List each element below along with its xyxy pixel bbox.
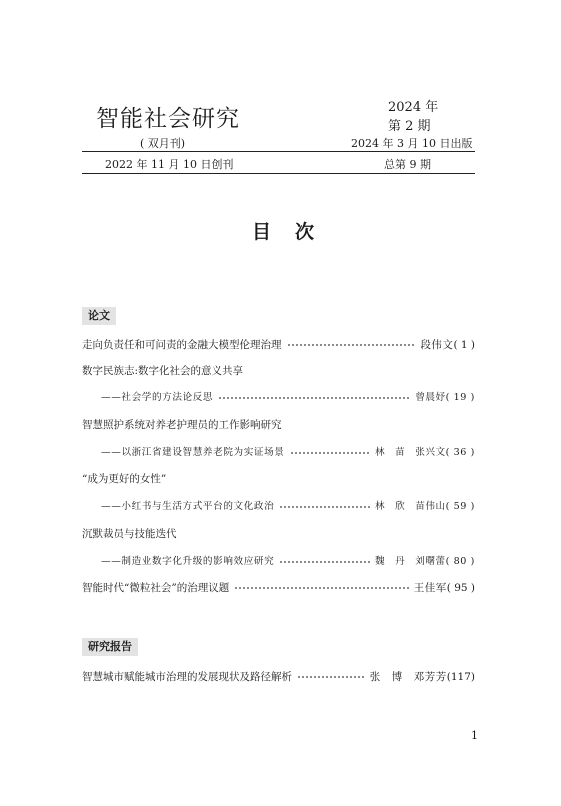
entry-main-title[interactable]: “成为更好的女性” bbox=[82, 473, 167, 485]
entry-page: ( 80 ) bbox=[445, 556, 475, 567]
leader-dots bbox=[279, 561, 370, 563]
entry-main-title[interactable]: 沉默裁员与技能迭代 bbox=[82, 528, 177, 540]
publication-year: 2024 年 bbox=[388, 100, 439, 115]
toc-heading bbox=[252, 217, 316, 244]
entry-subtitle: ——以浙江省建设智慧养老院为实证场景 bbox=[101, 447, 285, 458]
entry-subtitle: ——社会学的方法论反思 bbox=[101, 392, 214, 403]
leader-dots bbox=[287, 344, 416, 346]
masthead-rule-bottom bbox=[82, 173, 475, 174]
entry-author: 林 苗 张兴文 bbox=[374, 447, 446, 458]
masthead-rule-top bbox=[82, 151, 475, 152]
page-number: 1 bbox=[471, 729, 478, 742]
entry-page: ( 36 ) bbox=[445, 447, 475, 458]
entry-page: ( 59 ) bbox=[445, 501, 475, 512]
entry-author: 曾晨妤 bbox=[415, 392, 446, 403]
leader-dots bbox=[218, 397, 410, 399]
publication-frequency: ( 双月刊) bbox=[140, 137, 186, 150]
section-label-papers: 论文 bbox=[82, 307, 116, 325]
toc-heading-char-1: 目 bbox=[252, 221, 274, 243]
toc-entry[interactable] bbox=[82, 337, 475, 353]
leader-dots bbox=[234, 587, 409, 589]
toc-entry[interactable] bbox=[101, 554, 475, 570]
leader-dots bbox=[290, 452, 370, 454]
entry-main-title[interactable]: 智慧照护系统对养老护理员的工作影响研究 bbox=[82, 419, 282, 431]
founded-date: 2022 年 11 月 10 日创刊 bbox=[105, 158, 234, 171]
entry-title: 智能时代“微粒社会”的治理议题 bbox=[82, 582, 230, 594]
total-issue: 总第 9 期 bbox=[384, 158, 431, 171]
entry-author: 张 博 邓芳芳 bbox=[369, 671, 447, 683]
entry-author: 段伟文 bbox=[420, 339, 454, 351]
leader-dots bbox=[297, 676, 365, 678]
toc-entry[interactable] bbox=[82, 669, 475, 685]
entry-page: (117) bbox=[446, 671, 475, 683]
entry-author: 王佳军 bbox=[413, 582, 447, 594]
entry-author: 林 欣 苗伟山 bbox=[374, 501, 446, 512]
publish-date: 2024 年 3 月 10 日出版 bbox=[351, 137, 473, 150]
toc-heading-char-2: 次 bbox=[295, 221, 317, 243]
toc-entry[interactable] bbox=[82, 580, 475, 596]
entry-title: 走向负责任和可问责的金融大模型伦理治理 bbox=[82, 339, 282, 351]
entry-subtitle: ——制造业数字化升级的影响效应研究 bbox=[101, 556, 275, 567]
toc-entry[interactable] bbox=[101, 445, 475, 461]
entry-page: ( 19 ) bbox=[445, 392, 475, 403]
entry-page: ( 95 ) bbox=[446, 582, 475, 594]
section-label-research-reports: 研究报告 bbox=[82, 638, 138, 656]
toc-entry[interactable] bbox=[101, 499, 475, 515]
entry-subtitle: ——小红书与生活方式平台的文化政治 bbox=[101, 501, 275, 512]
entry-title: 智慧城市赋能城市治理的发展现状及路径解析 bbox=[82, 671, 292, 683]
journal-title: 智能社会研究 bbox=[96, 106, 240, 132]
issue-number: 第 2 期 bbox=[388, 119, 431, 134]
leader-dots bbox=[279, 506, 370, 508]
entry-main-title[interactable]: 数字民族志:数字化社会的意义共享 bbox=[82, 365, 244, 377]
toc-entry[interactable] bbox=[101, 390, 475, 406]
entry-page: ( 1 ) bbox=[453, 339, 475, 351]
entry-author: 魏 丹 刘曙蕾 bbox=[374, 556, 446, 567]
